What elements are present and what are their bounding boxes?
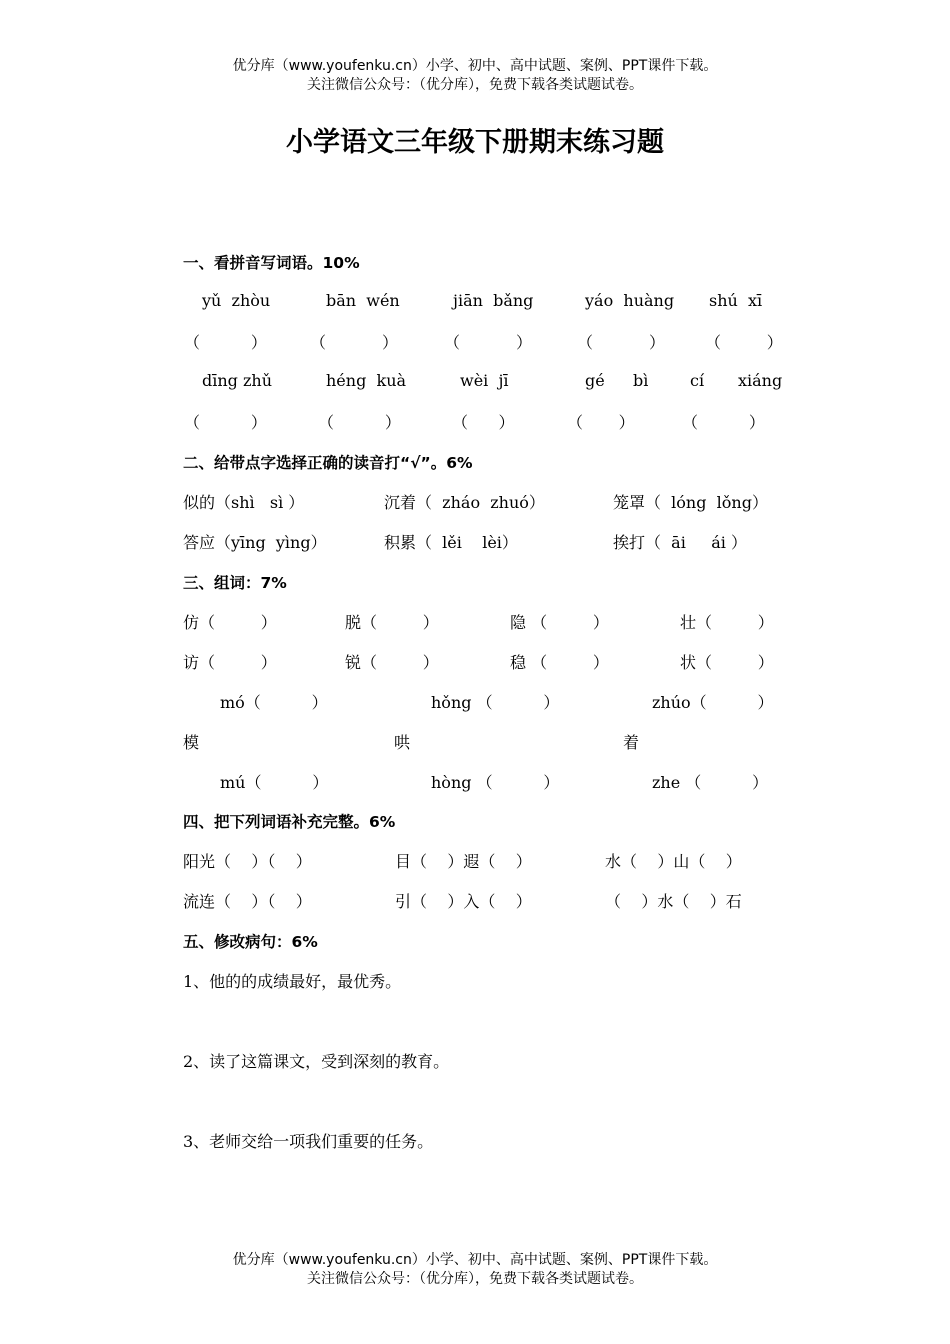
footer-line-2: 关注微信公众号：（优分库），免费下载各类试题试卷。 bbox=[307, 1271, 643, 1287]
answer-blank[interactable]: （ ） bbox=[452, 413, 515, 432]
word-blank[interactable]: 脱（ ） bbox=[345, 613, 439, 632]
word-blank[interactable]: 壮（ ） bbox=[680, 613, 774, 632]
answer-blank[interactable]: （ ） bbox=[184, 333, 267, 352]
pinyin-item: dīng zhǔ bbox=[202, 371, 273, 390]
sentence-item: 2、读了这篇课文，受到深刻的教育。 bbox=[183, 1052, 450, 1071]
idiom-blank[interactable]: 流连（ ）（ ） bbox=[183, 892, 312, 911]
reading-choice[interactable]: 答应（yīng yìng） bbox=[183, 533, 327, 552]
word-blank[interactable]: 隐 （ ） bbox=[510, 613, 609, 632]
pinyin-item: yǔ zhòu bbox=[202, 291, 271, 310]
section-2-heading: 二、给带点字选择正确的读音打“√”。6% bbox=[183, 454, 473, 472]
header-line-2: 关注微信公众号：（优分库），免费下载各类试题试卷。 bbox=[307, 77, 643, 93]
idiom-blank[interactable]: 阳光（ ）（ ） bbox=[183, 852, 312, 871]
answer-blank[interactable]: （ ） bbox=[705, 333, 783, 352]
answer-blank[interactable]: （ ） bbox=[318, 413, 401, 432]
polyphone-char: 哄 bbox=[394, 733, 411, 752]
reading-choice[interactable]: 笼罩（ lóng lǒng） bbox=[613, 493, 768, 512]
sentence-item: 1、他的的成绩最好，最优秀。 bbox=[183, 972, 402, 991]
idiom-blank[interactable]: （ ）水（ ）石 bbox=[605, 892, 742, 911]
pinyin-item: cí bbox=[690, 371, 705, 390]
word-blank[interactable]: 访（ ） bbox=[183, 653, 277, 672]
footer-line-1: 优分库（www.youfenku.cn）小学、初中、高中试题、案例、PPT课件下载。 bbox=[232, 1252, 718, 1268]
pinyin-item: gé bbox=[585, 371, 605, 390]
answer-blank[interactable]: （ ） bbox=[682, 413, 765, 432]
pinyin-item: shú xī bbox=[709, 291, 763, 310]
polyphone-char: 模 bbox=[183, 733, 200, 752]
idiom-blank[interactable]: 引（ ）入（ ） bbox=[395, 892, 532, 911]
header-line-1: 优分库（www.youfenku.cn）小学、初中、高中试题、案例、PPT课件下载。 bbox=[232, 58, 718, 74]
reading-choice[interactable]: 似的（shì sì ） bbox=[183, 493, 305, 512]
answer-blank[interactable]: （ ） bbox=[567, 413, 635, 432]
idiom-blank[interactable]: 目（ ）遐（ ） bbox=[395, 852, 532, 871]
reading-choice[interactable]: 沉着（ zháo zhuó） bbox=[384, 493, 545, 512]
polyphone-blank[interactable]: hǒng （ ） bbox=[431, 693, 560, 712]
polyphone-blank[interactable]: mú（ ） bbox=[220, 773, 329, 792]
pinyin-item: yáo huàng bbox=[585, 291, 675, 310]
section-3-heading: 三、组词：7% bbox=[183, 574, 287, 592]
answer-blank[interactable]: （ ） bbox=[310, 333, 398, 352]
reading-choice[interactable]: 挨打（ āi ái ） bbox=[613, 533, 748, 552]
word-blank[interactable]: 稳 （ ） bbox=[510, 653, 609, 672]
answer-blank[interactable]: （ ） bbox=[184, 413, 267, 432]
page-title: 小学语文三年级下册期末练习题 bbox=[286, 127, 664, 158]
idiom-blank[interactable]: 水（ ）山（ ） bbox=[605, 852, 742, 871]
section-4-heading: 四、把下列词语补充完整。6% bbox=[183, 813, 396, 831]
pinyin-item: bān wén bbox=[326, 291, 400, 310]
polyphone-char: 着 bbox=[623, 733, 640, 752]
pinyin-item: héng kuà bbox=[326, 371, 407, 390]
word-blank[interactable]: 锐（ ） bbox=[345, 653, 439, 672]
pinyin-item: xiáng bbox=[738, 371, 783, 390]
section-1-heading: 一、看拼音写词语。10% bbox=[183, 254, 360, 272]
answer-blank[interactable]: （ ） bbox=[444, 333, 532, 352]
word-blank[interactable]: 仿（ ） bbox=[183, 613, 277, 632]
pinyin-item: wèi jī bbox=[460, 371, 509, 390]
pinyin-item: bì bbox=[633, 371, 649, 390]
reading-choice[interactable]: 积累（ lěi lèi） bbox=[384, 533, 518, 552]
answer-blank[interactable]: （ ） bbox=[577, 333, 665, 352]
section-5-heading: 五、修改病句：6% bbox=[183, 933, 318, 951]
polyphone-blank[interactable]: zhe （ ） bbox=[652, 773, 769, 792]
word-blank[interactable]: 状（ ） bbox=[680, 653, 774, 672]
polyphone-blank[interactable]: zhúo（ ） bbox=[652, 693, 774, 712]
polyphone-blank[interactable]: hòng （ ） bbox=[431, 773, 560, 792]
sentence-item: 3、老师交给一项我们重要的任务。 bbox=[183, 1132, 434, 1151]
pinyin-item: jiān bǎng bbox=[453, 291, 534, 310]
polyphone-blank[interactable]: mó（ ） bbox=[220, 693, 328, 712]
